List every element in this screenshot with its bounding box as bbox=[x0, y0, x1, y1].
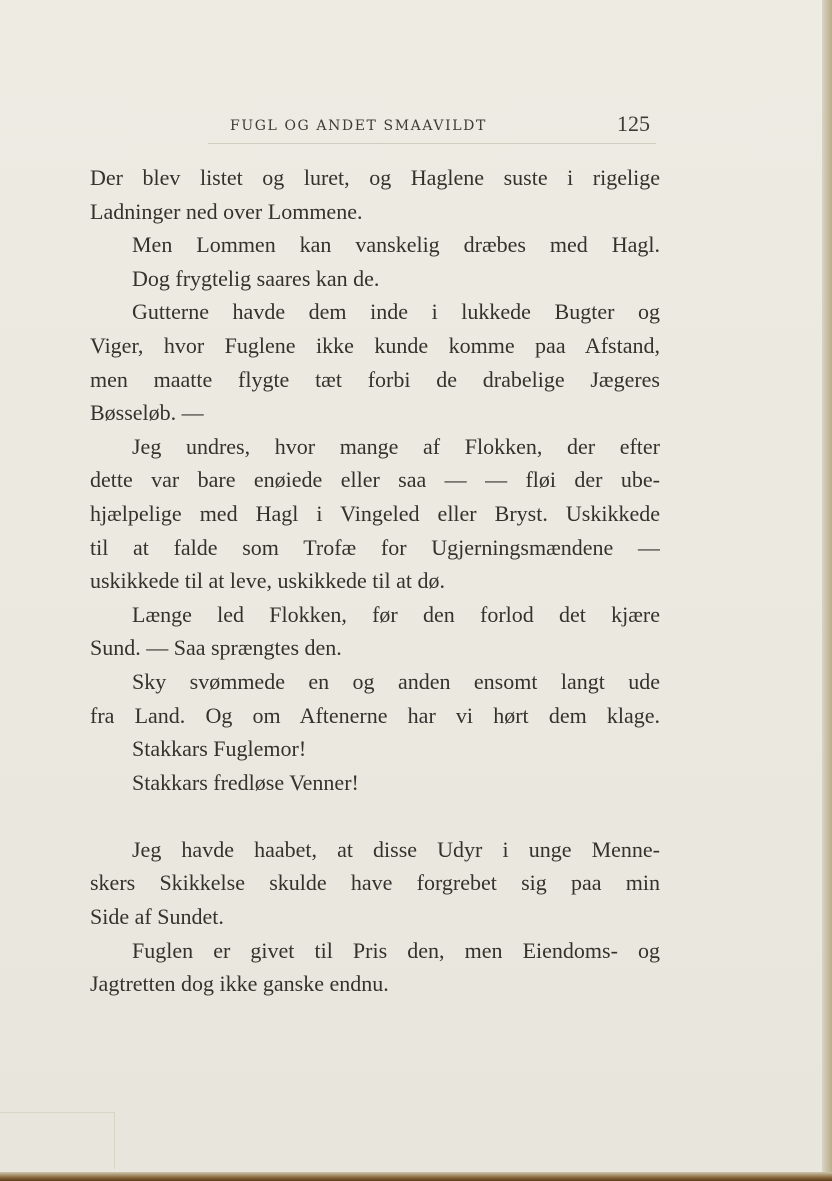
text-line: Ladninger ned over Lommene. bbox=[90, 198, 363, 224]
text-line: Fuglen er givet til Pris den, men Eiendoms- og bbox=[132, 937, 660, 963]
text-line: Sky svømmede en og anden ensomt langt ude bbox=[132, 668, 660, 694]
text-line: Stakkars fredløse Venner! bbox=[132, 769, 359, 795]
text-line: Gutterne havde dem inde i lukkede Bugter og bbox=[132, 299, 660, 325]
text-line: Dog frygtelig saares kan de. bbox=[132, 265, 380, 291]
paragraph-gap bbox=[90, 799, 660, 833]
text-line: dette var bare enøiede eller saa — — fløi der ube- bbox=[90, 467, 660, 493]
book-edge-right bbox=[822, 0, 832, 1181]
book-edge-bottom bbox=[0, 1172, 832, 1181]
header-rule bbox=[208, 143, 656, 144]
text-line: Der blev listet og luret, og Haglene suste i rigelige bbox=[90, 165, 660, 190]
text-line: Bøsseløb. — bbox=[90, 400, 204, 426]
text-line: Jeg undres, hvor mange af Flokken, der efter bbox=[132, 433, 660, 459]
text-line: Længe led Flokken, før den forlod det kjære bbox=[132, 601, 660, 627]
text-line: Stakkars Fuglemor! bbox=[132, 736, 307, 762]
text-line: Jeg havde haabet, at disse Udyr i unge Menne- bbox=[132, 836, 660, 862]
text-line: Side af Sundet. bbox=[90, 904, 224, 930]
text-line: Jagtretten dog ikke ganske endnu. bbox=[90, 971, 389, 997]
text-line: fra Land. Og om Aftenerne har vi hørt dem klage. bbox=[90, 702, 660, 728]
text-line: uskikkede til at leve, uskikkede til at dø. bbox=[90, 568, 445, 594]
text-line: Viger, hvor Fuglene ikke kunde komme paa Afstand, bbox=[90, 332, 660, 358]
running-head: FUGL OG ANDET SMAAVILDT bbox=[230, 118, 487, 134]
text-line: skers Skikkelse skulde have forgrebet sig paa min bbox=[90, 870, 660, 896]
text-line: Men Lommen kan vanskelig dræbes med Hagl. bbox=[132, 232, 660, 258]
text-line: men maatte flygte tæt forbi de drabelige Jægeres bbox=[90, 366, 660, 392]
text-line: hjælpelige med Hagl i Vingeled eller Bryst. Uskikkede bbox=[90, 500, 660, 526]
text-line: Sund. — Saa sprængtes den. bbox=[90, 635, 342, 661]
body-text bbox=[90, 161, 660, 1001]
page-corner-mark bbox=[0, 1112, 115, 1169]
page-number: 125 bbox=[617, 111, 650, 136]
text-line: til at falde som Trofæ for Ugjerningsmændene — bbox=[90, 534, 660, 560]
